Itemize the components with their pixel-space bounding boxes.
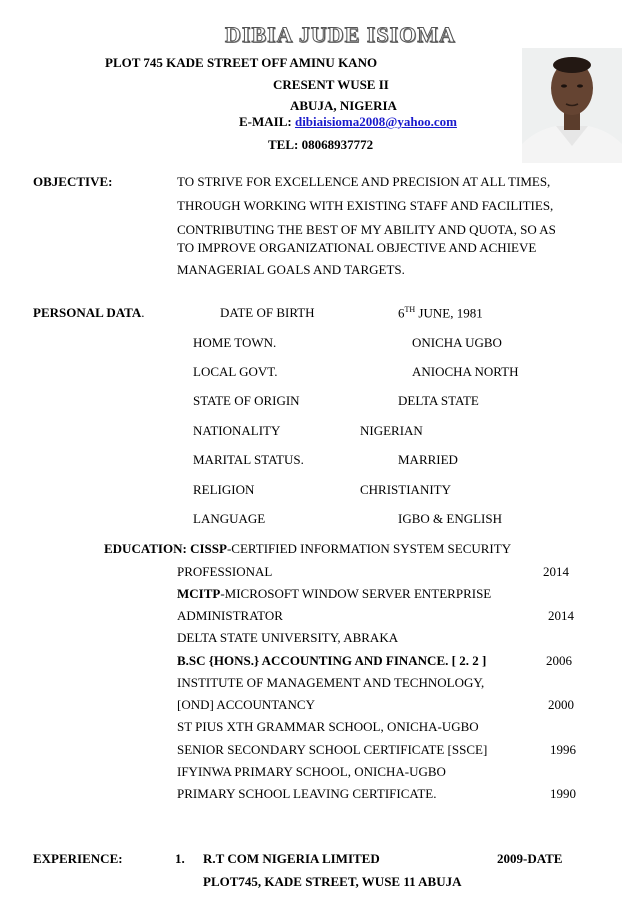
objective-line: TO STRIVE FOR EXCELLENCE AND PRECISION AT ALL TIMES, (177, 174, 551, 189)
personal-key: NATIONALITY (193, 423, 281, 438)
objective-label: OBJECTIVE: (33, 174, 113, 189)
university-year: 2006 (546, 653, 572, 668)
dob-value (398, 305, 483, 321)
mcitp-year: 2014 (548, 608, 574, 623)
experience-dates: 2009-DATE (497, 851, 563, 866)
personal-value: ONICHA UGBO (412, 335, 502, 350)
mcitp-title-cont: ADMINISTRATOR (177, 608, 283, 623)
personal-key: HOME TOWN. (193, 335, 277, 350)
personal-data-label (33, 305, 144, 321)
personal-data-heading: PERSONAL DATA (33, 305, 142, 320)
email-link[interactable]: dibiaisioma2008@yahoo.com (294, 114, 457, 129)
personal-key: LANGUAGE (193, 511, 266, 526)
personal-key: RELIGION (193, 482, 255, 497)
telephone: TEL: 08068937772 (268, 137, 374, 152)
objective-line: THROUGH WORKING WITH EXISTING STAFF AND FACILITIES, (177, 198, 554, 213)
cissp-title-cont: PROFESSIONAL (177, 564, 273, 579)
imt-name: INSTITUTE OF MANAGEMENT AND TECHNOLOGY, (177, 675, 485, 690)
email-label: E-MAIL: (239, 114, 292, 129)
personal-value: ANIOCHA NORTH (412, 364, 519, 379)
dob-day: 6 (398, 305, 405, 321)
objective-line: CONTRIBUTING THE BEST OF MY ABILITY AND QUOTA, SO AS (177, 222, 556, 237)
secondary-school-name: ST PIUS XTH GRAMMAR SCHOOL, ONICHA-UGBO (177, 719, 479, 734)
profile-photo (522, 48, 622, 163)
secondary-year: 1996 (550, 742, 576, 757)
mcitp-abbr: MCITP (177, 586, 221, 601)
education-first-line (104, 541, 511, 557)
imt-year: 2000 (548, 697, 574, 712)
mcitp-line (177, 586, 491, 602)
cv-name-title: DIBIA JUDE ISIOMA (225, 22, 456, 47)
primary-year: 1990 (550, 786, 576, 801)
address-line-1: PLOT 745 KADE STREET OFF AMINU KANO (105, 55, 378, 70)
profile-photo-image (522, 48, 622, 163)
personal-value: DELTA STATE (398, 393, 479, 408)
imt-degree: [OND] ACCOUNTANCY (177, 697, 315, 712)
email-line (239, 114, 457, 130)
experience-company: R.T COM NIGERIA LIMITED (203, 851, 380, 866)
personal-value: MARRIED (398, 452, 458, 467)
mcitp-title: -MICROSOFT WINDOW SERVER ENTERPRISE (220, 586, 492, 601)
dob-label: DATE OF BIRTH (220, 305, 315, 320)
personal-key: STATE OF ORIGIN (193, 393, 300, 408)
experience-address: PLOT745, KADE STREET, WUSE 11 ABUJA (203, 874, 462, 889)
primary-school-name: IFYINWA PRIMARY SCHOOL, ONICHA-UGBO (177, 764, 446, 779)
university-degree: B.SC {HONS.} ACCOUNTING AND FINANCE. [ 2. 2 ] (177, 653, 487, 668)
personal-value: CHRISTIANITY (360, 482, 451, 497)
cissp-abbr: CISSP (190, 541, 227, 556)
objective-line: MANAGERIAL GOALS AND TARGETS. (177, 262, 405, 277)
cissp-year: 2014 (543, 564, 569, 579)
education-label: EDUCATION: (104, 541, 187, 556)
dob-month-year: JUNE, 1981 (415, 305, 483, 321)
personal-key: MARITAL STATUS. (193, 452, 304, 467)
experience-label: EXPERIENCE: (33, 851, 123, 866)
objective-line: TO IMPROVE ORGANIZATIONAL OBJECTIVE AND ACHIEVE (177, 240, 537, 255)
secondary-certificate: SENIOR SECONDARY SCHOOL CERTIFICATE [SSCE] (177, 742, 488, 757)
experience-number: 1. (175, 851, 185, 866)
personal-data-dot: . (141, 305, 145, 320)
address-line-2: CRESENT WUSE II (273, 77, 389, 92)
personal-key: LOCAL GOVT. (193, 364, 278, 379)
dob-suffix: TH (404, 305, 416, 314)
address-line-3: ABUJA, NIGERIA (290, 98, 397, 113)
university-name: DELTA STATE UNIVERSITY, ABRAKA (177, 630, 399, 645)
personal-value: NIGERIAN (360, 423, 423, 438)
primary-certificate: PRIMARY SCHOOL LEAVING CERTIFICATE. (177, 786, 437, 801)
personal-value: IGBO & ENGLISH (398, 511, 502, 526)
cissp-title: -CERTIFIED INFORMATION SYSTEM SECURITY (226, 541, 512, 556)
